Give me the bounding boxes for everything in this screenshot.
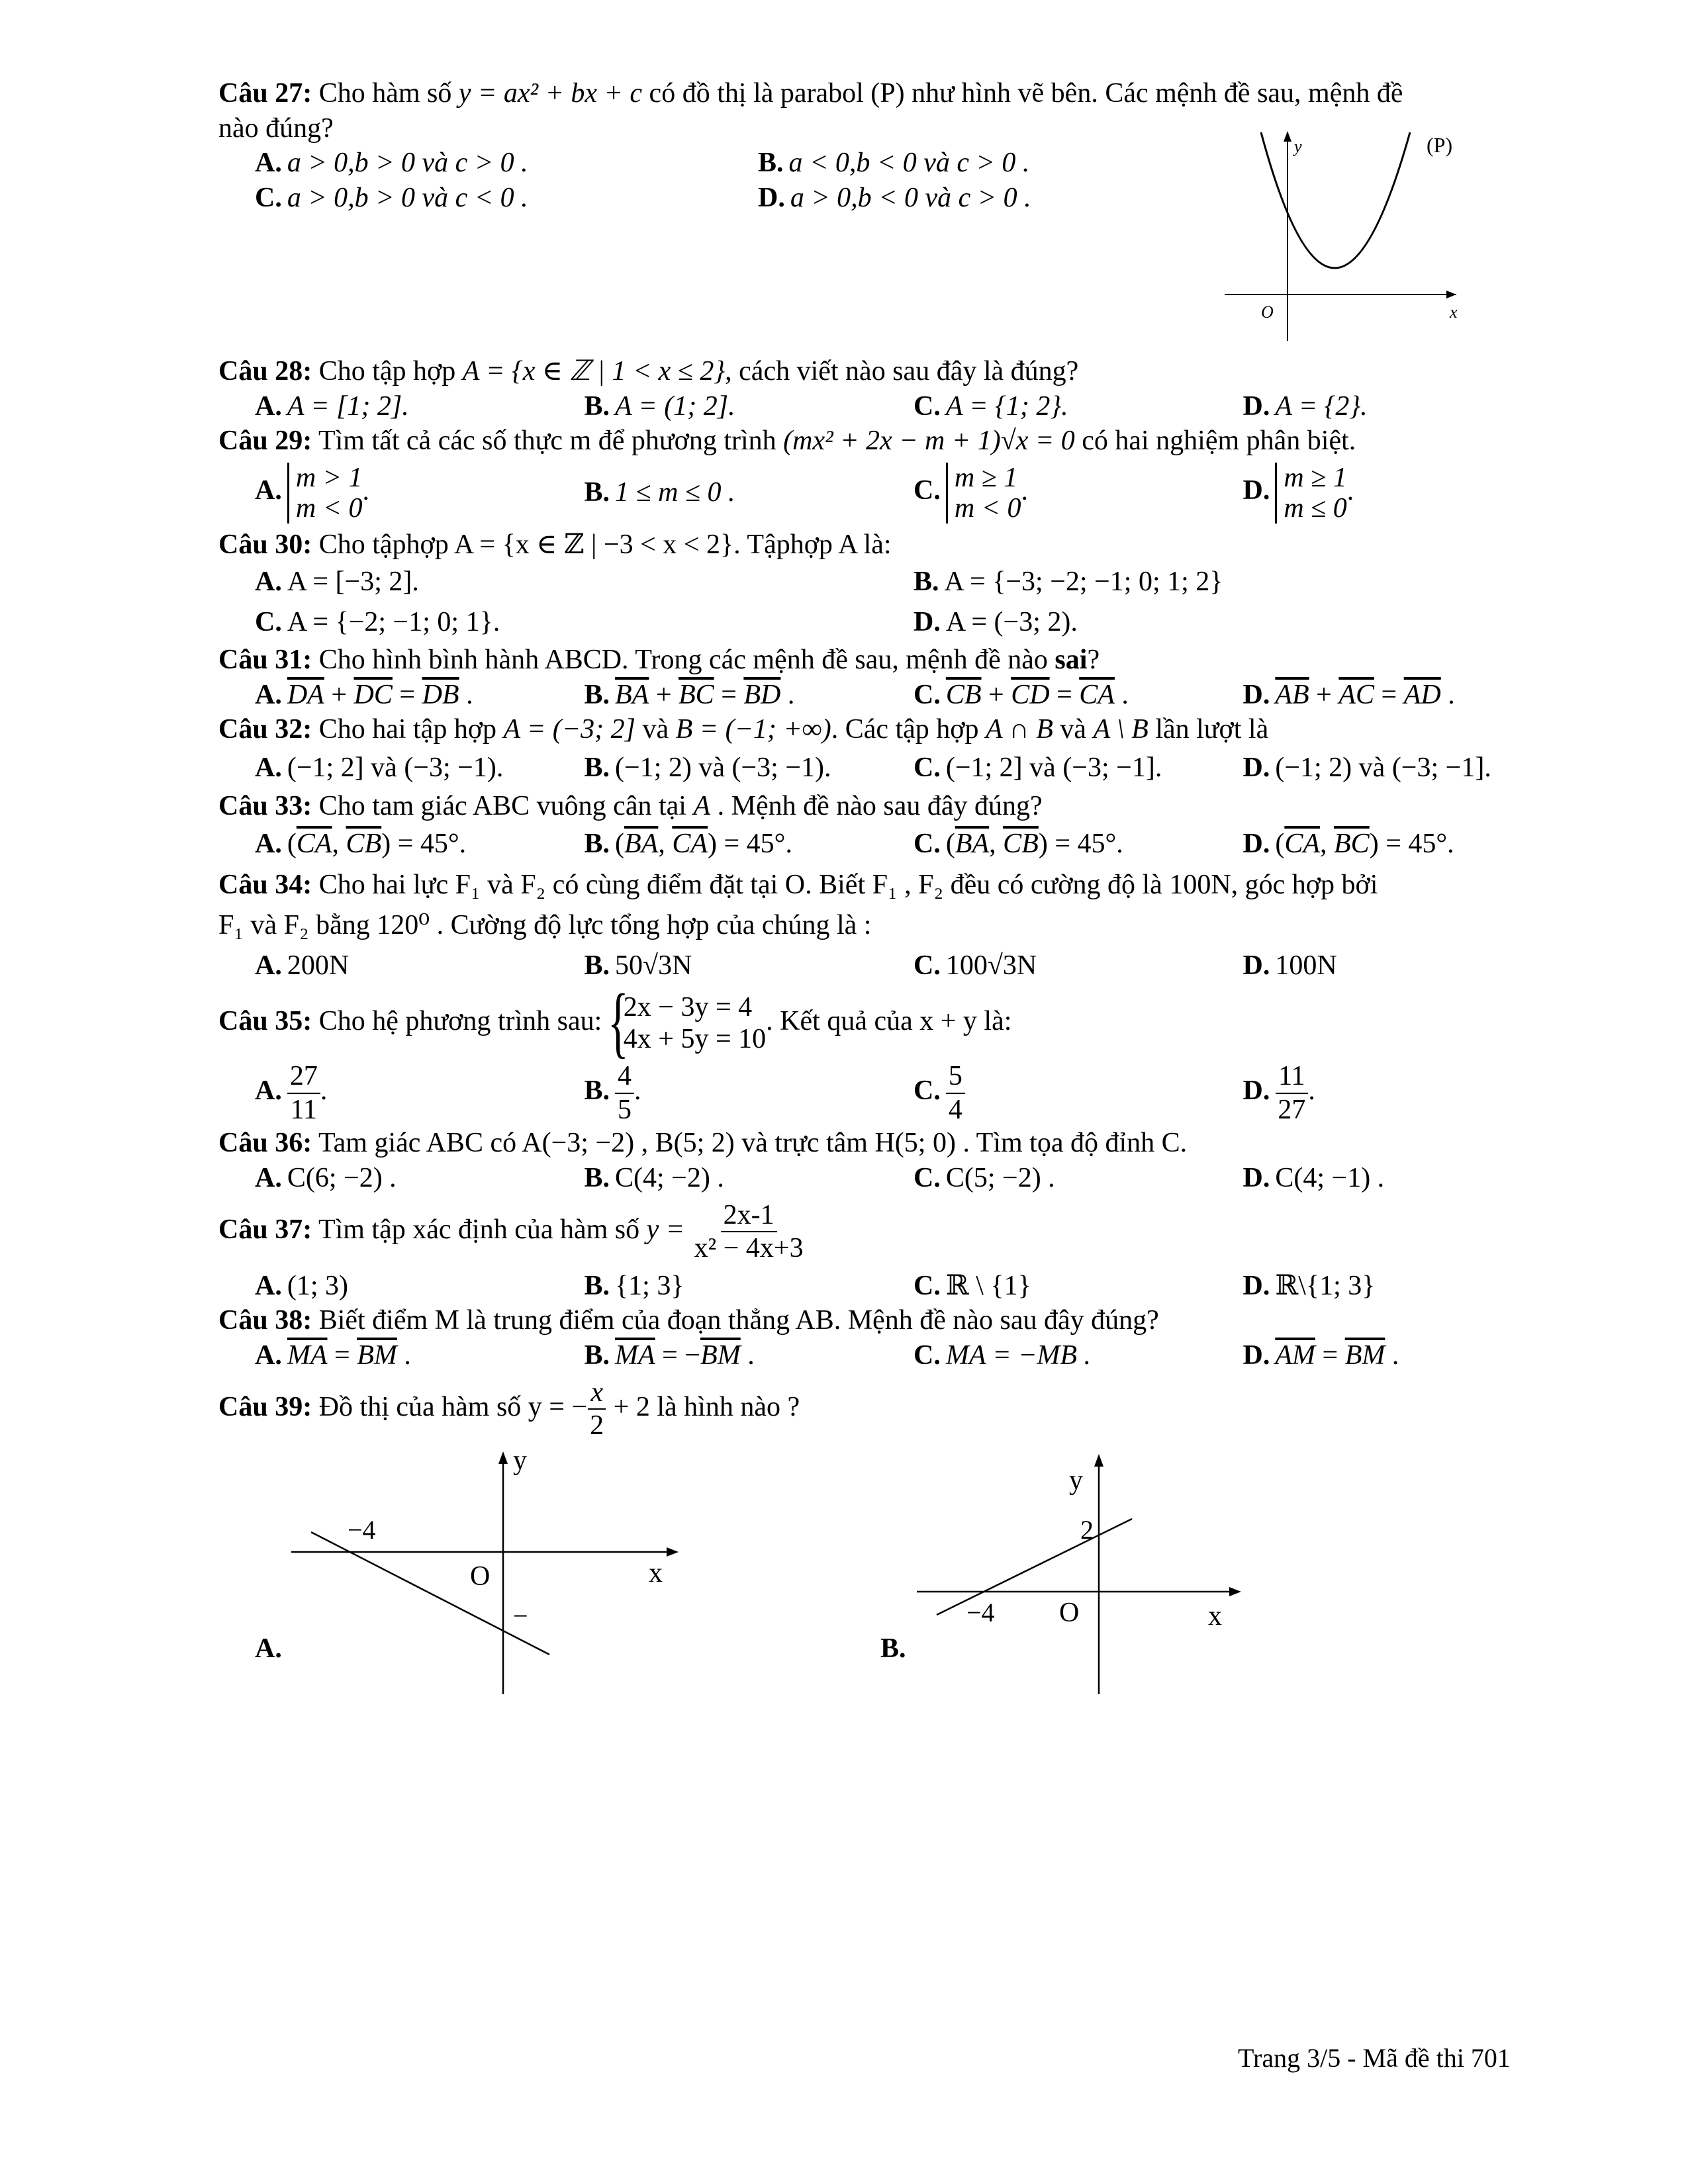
stem-text: Biết điểm M là trung điểm của đoạn thẳng AB. Mệnh đề nào sau đây đúng? (318, 1305, 1159, 1336)
option-d[interactable]: D. ($\overline{CA}$, $\overline{BC}) = 45^\circ$. (1243, 829, 1454, 860)
stem-text: Cho hệ phương trình sau: (318, 1005, 602, 1036)
options (218, 146, 1225, 215)
question-number: Câu 35: (218, 1005, 312, 1036)
option-c[interactable]: C. ($\overline{BA}$, $\overline{CB}) = 45^\circ$. (914, 829, 1123, 860)
option-a[interactable]: A. $\frac{27}{11}$ . (255, 1061, 328, 1125)
math-expression: y = (646, 1214, 685, 1245)
question-37 (218, 1199, 1536, 1303)
question-number: Câu 32: (218, 714, 312, 745)
question-number: Câu 34: (218, 870, 312, 901)
math-expression: B = (−1; +∞) (675, 714, 831, 745)
option-b[interactable]: B. ($\overline{BA}$, $\overline{CA}) = 45^\circ$. (584, 829, 792, 860)
question-35 (218, 991, 1536, 1126)
stem-text: . Tậphợp A là: (733, 529, 892, 560)
stem-text: Tam giác ABC có A(−3; −2) , B(5; 2) và trực tâm H(5; 0) . Tìm tọa độ đỉnh C. (318, 1128, 1188, 1159)
math-expression: A = {x ∈ ℤ | 1 < x ≤ 2} (462, 356, 726, 387)
option-d[interactable]: D. ℝ\{1; 3} (1243, 1270, 1376, 1301)
options (218, 946, 1536, 986)
stem-text: lần lượt là (1155, 714, 1269, 745)
origin-label: O (1261, 302, 1274, 322)
x-label: x (649, 1557, 663, 1588)
x-axis-arrow-icon (1446, 291, 1456, 298)
question-38 (218, 1303, 1536, 1373)
question-number: Câu 28: (218, 356, 312, 387)
option-b[interactable]: B. $\frac{4}{5}$ . (584, 1061, 641, 1125)
options (218, 562, 1536, 643)
option-a[interactable]: A. C(6; −2) . (255, 1162, 397, 1193)
options (218, 1338, 1536, 1373)
tick-label: −4 (348, 1514, 376, 1545)
option-a[interactable]: A. $\overline{MA} = \overline{BM}$ . (255, 1340, 411, 1371)
option-c[interactable]: C. ℝ \ {1} (914, 1270, 1031, 1301)
question-33 (218, 789, 1536, 866)
stem-text: Cho hình bình hành ABCD. Trong các mệnh đề sau, mệnh đề nào (318, 645, 1048, 676)
question-number: Câu 29: (218, 426, 312, 456)
graph-line (311, 1532, 549, 1655)
question-39 (218, 1377, 1536, 1711)
option-a[interactable]: A. (1; 3) (255, 1270, 348, 1301)
option-d[interactable]: D. A = (−3; 2). (914, 607, 1078, 638)
math-expression: (mx² + 2x − m + 1)√x = 0 (783, 426, 1075, 456)
question-number: Câu 37: (218, 1214, 312, 1245)
graph-a[interactable] (285, 1446, 695, 1698)
fraction: $\frac{2x-1}{\text{x² − 4x+3}}$ (694, 1200, 804, 1264)
options (218, 747, 1536, 789)
option-a[interactable]: A. a > 0,b > 0 và c > 0 . (255, 148, 528, 178)
math-expression: A (693, 790, 711, 821)
math-expression: A = (−3; 2] (503, 714, 635, 745)
graph-options (218, 1446, 1536, 1711)
stem-text: Đồ thị của hàm số y = (318, 1392, 565, 1423)
option-a[interactable]: A. A = [1; 2]. (255, 390, 409, 422)
options (218, 678, 1536, 713)
option-d[interactable]: D. 100N (1243, 950, 1337, 981)
curve-label: (P) (1427, 133, 1453, 157)
x-axis-arrow-icon (667, 1547, 679, 1557)
x-label: x (1208, 1600, 1222, 1631)
parabola-curve (1261, 132, 1410, 268)
option-c[interactable]: C. C(5; −2) . (914, 1162, 1055, 1193)
question-number: Câu 33: (218, 790, 312, 821)
math-expression: A = {x ∈ ℤ | −3 < x < 2} (453, 529, 734, 560)
question-number: Câu 36: (218, 1128, 312, 1159)
origin-label: O (470, 1561, 491, 1592)
parabol-graph (1211, 126, 1489, 344)
option-a[interactable]: A. m > 1 m < 0 . (255, 462, 370, 523)
option-b[interactable]: B. $\overline{MA} = -\overline{BM}$ . (584, 1340, 755, 1371)
question-36 (218, 1126, 1536, 1195)
stem-text: . Mệnh đề nào sau đây đúng? (717, 790, 1043, 821)
y-axis-arrow-icon (498, 1451, 508, 1464)
math-expression: y = ax² + bx + c (458, 78, 643, 109)
question-number: Câu 30: (218, 529, 312, 560)
option-d[interactable]: D. C(4; −1) . (1243, 1162, 1385, 1193)
page-footer: Trang 3/5 - Mã đề thi 701 (1238, 2043, 1511, 2073)
option-d[interactable]: D. $\overline{AB} + \overline{AC} = \overline{AD}$ . (1243, 679, 1455, 710)
stem-text: Cho hai lực F₁ và F₂ có cùng điểm đặt tại O. Biết F₁ , F₂ đều có cường độ là 100N, góc hợp bởi (318, 870, 1378, 901)
tick-label: 2 (1080, 1514, 1094, 1545)
question-32 (218, 712, 1536, 789)
question-34 (218, 865, 1536, 986)
option-b[interactable]: B. {1; 3} (584, 1270, 684, 1301)
option-d[interactable]: D. $\overline{AM} = \overline{BM}$ . (1243, 1340, 1399, 1371)
stem-text: và (1060, 714, 1087, 745)
question-number: Câu 27: (218, 78, 312, 109)
stem-text: + 2 là hình nào ? (613, 1392, 800, 1423)
option-b[interactable]: B. 1 ≤ m ≤ 0 . (584, 477, 735, 508)
option-a[interactable]: A. ($\overline{CA}$, $\overline{CB}) = 45^\circ$. (255, 829, 467, 860)
y-axis-arrow-icon (1284, 131, 1291, 142)
equation-system: { 2x − 3y = 4 4x + 5y = 10 (609, 991, 766, 1056)
option-a[interactable]: A. $\overline{DA} + \overline{DC} = \overline{DB}$ . (255, 679, 473, 710)
math-expression: A \ B (1093, 714, 1149, 745)
stem-text: Cho tam giác ABC vuông cân tại (318, 790, 686, 821)
option-b[interactable]: B. $\overline{BA} + \overline{BC} = \overline{BD}$ . (584, 679, 795, 710)
question-number: Câu 38: (218, 1305, 312, 1336)
option-c[interactable]: C. a > 0,b > 0 và c < 0 . (255, 182, 528, 213)
emphasis-text: sai (1055, 645, 1088, 676)
question-27 (218, 76, 1536, 354)
tick-label: −4 (966, 1597, 995, 1627)
stem-text: có hai nghiệm phân biệt. (1082, 426, 1356, 456)
option-a[interactable]: A. (−1; 2] và (−3; −1). (255, 752, 504, 783)
stem-text: F₁ và F₂ bằng 120⁰ . Cường độ lực tổng hợp của chúng là : (218, 910, 872, 941)
question-number: Câu 31: (218, 645, 312, 676)
y-label: y (1294, 137, 1302, 156)
y-axis-arrow-icon (1094, 1454, 1103, 1467)
math-expression: A ∩ B (986, 714, 1053, 745)
question-31 (218, 643, 1536, 712)
option-c[interactable]: C. MA = −MB . (914, 1340, 1092, 1371)
stem-text: Tìm tập xác định của hàm số (318, 1214, 640, 1245)
option-b[interactable]: B. 50√3N (584, 950, 692, 981)
stem-text: . Các tập hợp (831, 714, 979, 745)
question-30 (218, 527, 1536, 643)
graph-b[interactable] (907, 1446, 1278, 1698)
option-c[interactable]: C. A = {1; 2}. (914, 390, 1068, 422)
option-b[interactable]: B. a < 0,b < 0 và c > 0 . (758, 148, 1030, 178)
stem-text: , cách viết nào sau đây là đúng? (725, 356, 1079, 387)
option-a[interactable]: A. 200N (255, 950, 350, 981)
option-b[interactable]: B. C(4; −2) . (584, 1162, 724, 1193)
option-c[interactable]: C. (−1; 2] và (−3; −1]. (914, 752, 1162, 783)
fraction: $\frac{x}{2}$ (587, 1377, 606, 1442)
option-c[interactable]: C. A = {−2; −1; 0; 1}. (255, 607, 500, 638)
options (218, 463, 1536, 523)
option-c[interactable]: C. m ≥ 1 m < 0 . (914, 462, 1029, 523)
question-number: Câu 39: (218, 1392, 312, 1423)
stem-text: có đồ thị là parabol (P) như hình vẽ bên. Các mệnh đề sau, mệnh đề (649, 78, 1403, 109)
x-label: x (1450, 302, 1458, 322)
stem-text: và (642, 714, 669, 745)
stem-text: Cho hai tập hợp (318, 714, 497, 745)
question-28 (218, 354, 1536, 424)
stem-text: . Kết quả của x + y là: (766, 1005, 1012, 1036)
option-b[interactable]: B. A = {−3; −2; −1; 0; 1; 2} (914, 567, 1223, 598)
question-27-stem (218, 76, 1536, 111)
option-c[interactable]: C. 100√3N (914, 950, 1037, 981)
option-c[interactable]: C. $\overline{CB} + \overline{CD} = \overline{CA}$ . (914, 679, 1129, 710)
options (218, 1161, 1536, 1196)
origin-label: O (1059, 1597, 1080, 1628)
options (218, 1060, 1536, 1126)
option-d[interactable]: D. A = {2}. (1243, 390, 1368, 422)
option-b[interactable]: B. A = (1; 2]. (584, 390, 735, 422)
stem-text: ? (1087, 645, 1100, 676)
options (218, 389, 1536, 424)
stem-text: Cho hàm số (318, 78, 452, 109)
math-sign: − (571, 1392, 588, 1423)
stem-text: Cho tập hợp (318, 356, 456, 387)
options (218, 823, 1536, 865)
option-d[interactable]: D. $\frac{11}{27}$ . (1243, 1061, 1315, 1125)
option-a[interactable]: A. A = [−3; 2]. (255, 567, 419, 598)
stem-text: Tìm tất cả các số thực m để phương trình (318, 426, 776, 456)
option-d[interactable]: D. a > 0,b < 0 và c > 0 . (758, 182, 1031, 213)
stem-text: nào đúng? (218, 113, 334, 144)
x-axis-arrow-icon (1229, 1587, 1241, 1596)
option-b[interactable]: B. (−1; 2) và (−3; −1). (584, 752, 831, 783)
options (218, 1269, 1536, 1304)
graph-a-label: A. (255, 1633, 282, 1664)
exam-page (218, 76, 1536, 1711)
option-d[interactable]: D. (−1; 2) và (−3; −1]. (1243, 752, 1491, 783)
y-label: y (513, 1445, 527, 1476)
question-29 (218, 424, 1536, 523)
y-label: y (1069, 1465, 1083, 1496)
stem-text: Cho tậphợp (318, 529, 449, 560)
option-d[interactable]: D. m ≥ 1 m ≤ 0 . (1243, 462, 1354, 523)
option-c[interactable]: C. $\frac{5}{4}$ (877, 1060, 1207, 1126)
tick-label: − (513, 1600, 528, 1631)
graph-b-label: B. (880, 1633, 906, 1664)
